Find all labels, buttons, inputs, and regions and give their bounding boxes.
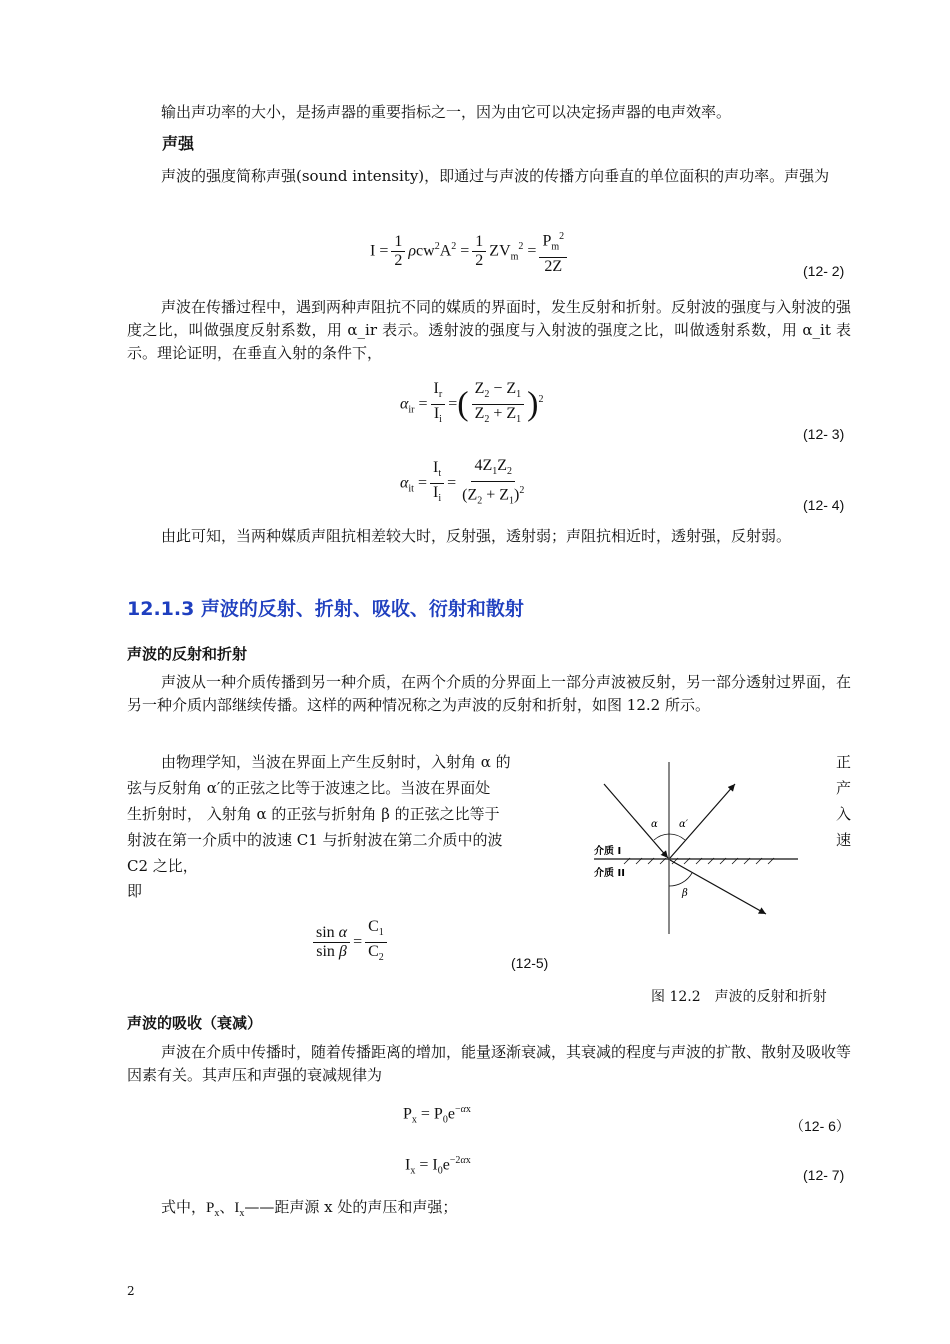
section-title: 12.1.3 声波的反射、折射、吸收、衍射和散射 [127,598,524,620]
paragraph-reflection-coefficients: 声波在传播过程中，遇到两种声阻抗不同的媒质的界面时，发生反射和折射。反射波的强度与入射波的强度之比，叫做强度反射系数，用 α_ir 表示。透射波的强度与入射波的强度之比，叫做透射系数，用 α_it 表示。理论证明，在垂直入射的条件下， [127,298,852,362]
heading-absorption: 声波的吸收（衰减） [127,1014,263,1032]
alpha-arc [654,834,669,840]
equation-intensity-decay: $I_x = I_0e^{-2\alpha x}$ [405,1155,471,1177]
paragraph-reflection-refraction: 声波从一种介质传播到另一种介质，在两个介质的分界面上一部分声波被反射，另一部分透射过界面，在另一种介质内部继续传播。这样的两种情况称之为声波的反射和折射，如图 12.2 所示。 [127,673,852,714]
text-char: 产 [835,779,851,797]
text-line: C2 之比， [127,857,198,875]
heading-reflection-refraction: 声波的反射和折射 [127,645,248,663]
paragraph-speaker-power: 输出声功率的大小，是扬声器的重要指标之一，因为由它可以决定扬声器的电声效率。 [161,103,732,121]
text-ji: 即 [127,882,143,900]
equation-number-12-4: (12- 4) [803,497,845,513]
equation-pressure-decay: $P_x = P_0e^{-\alpha x}$ [403,1104,471,1126]
text-suffix: ——距声源 x 处的声压和声强； [244,1198,458,1216]
equation-number-12-5: (12-5) [511,955,549,971]
text-line: 生折射时， 入射角 α 的正弦与折射角 β 的正弦之比等于 [127,805,500,823]
beta-label: β [682,888,688,899]
medium-1-label: 介质 I [594,846,622,857]
text-line: 射波在第一介质中的波速 C1 与折射波在第二介质中的波 [127,831,503,849]
equation-number-12-2: (12- 2) [803,263,845,279]
equation-reflection-coefficient: $\alpha_{ir}$ = $\frac{I_r}{I_i}$ =( $\frac{Z_2 - Z_1}{Z_2 + Z_1}$ )$^2$ [400,380,544,426]
equation-snell: $\frac{\text{sin α}}{\text{sin β}}$ = $\frac{C_1}{C_2}$ [310,918,390,967]
paragraph-snell-law [127,749,567,879]
alpha-prime-arc [669,834,685,840]
equation-number-12-3: (12- 3) [803,426,845,442]
text-char: 正 [835,753,851,771]
text-line: 弦与反射角 α′的正弦之比等于波速之比。当波在界面处 [127,779,491,797]
equation-transmission-coefficient: $\alpha_{it}$ = $\frac{I_t}{I_i}$ = $\frac{4Z_1Z_2}{(Z_2 + Z_1)^2}$ [400,457,525,507]
heading-sound-intensity: 声强 [162,134,195,153]
page-number: 2 [127,1284,135,1298]
refracted-ray [670,860,766,914]
paragraph-absorption: 声波在介质中传播时，随着传播距离的增加，能量逐渐衰减，其衰减的程度与声波的扩散、散射及吸收等因素有关。其声压和声强的衰减规律为 [127,1043,852,1084]
paragraph-sound-intensity-definition: 声波的强度简称声强(sound intensity)，即通过与声波的传播方向垂直的单位面积的声功率。声强为 [161,167,830,185]
paragraph-conclusion: 由此可知，当两种媒质声阻抗相差较大时，反射强，透射弱；声阻抗相近时，透射强，反射弱。 [161,527,792,545]
paragraph-symbol-definition [161,1196,457,1225]
medium-2-label: 介质 II [594,868,625,879]
beta-arc [669,873,692,886]
text-line: 由物理学知，当波在界面上产生反射时，入射角 α 的 [161,753,511,771]
text-char: 速 [835,831,851,849]
equation-sound-intensity: I = $\frac{1}{2}$ $\rho cw^2A^2$ = $\frac{1}{2}$ $ZV_m^2$ = $\frac{P_m^2}{2Z}$ [370,228,570,276]
text-prefix: 式中， [161,1198,207,1216]
alpha-label: α [651,819,658,830]
text-char: 入 [835,805,851,823]
figure-caption: 图 12.2 声波的反射和折射 [651,989,827,1005]
right-column-characters [834,749,851,853]
symbol-px-ix: $P_x$、$I_x$ [206,1200,245,1219]
alpha-prime-label: α′ [679,819,689,830]
equation-number-12-6: （12- 6） [790,1118,850,1134]
figure-reflection-refraction [588,754,803,939]
equation-number-12-7: (12- 7) [803,1167,845,1183]
